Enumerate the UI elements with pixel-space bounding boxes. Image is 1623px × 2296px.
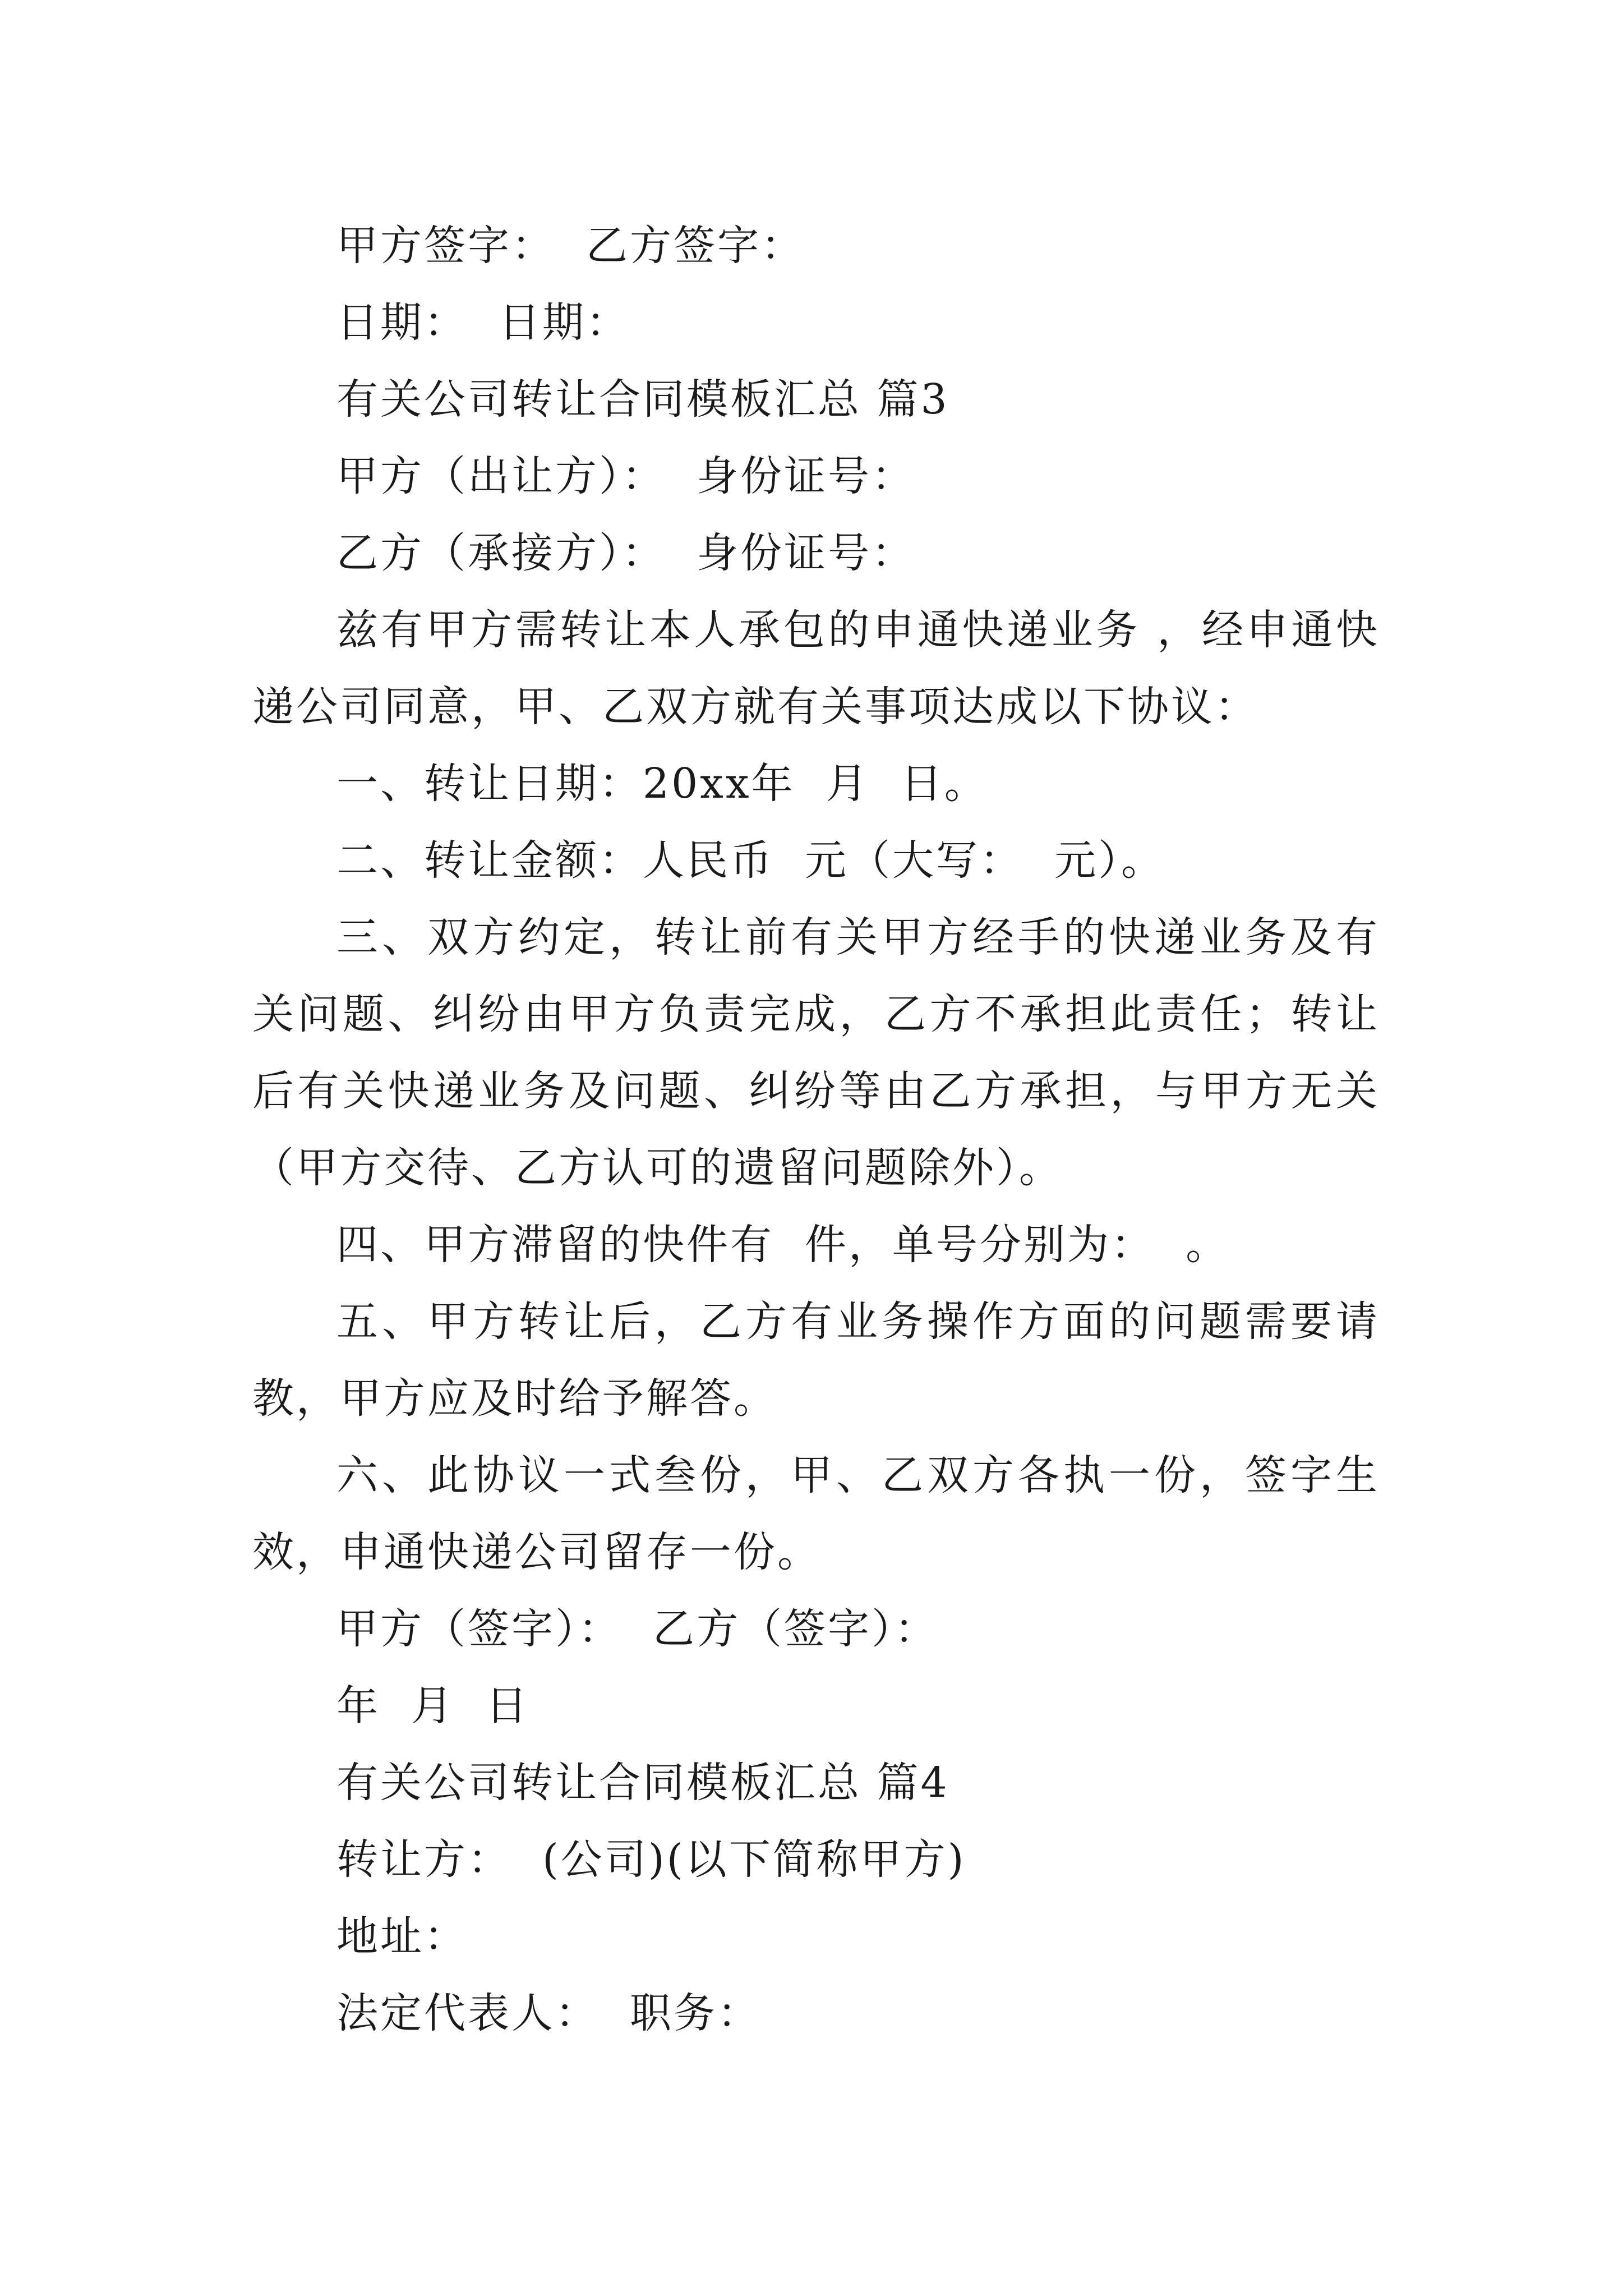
clause-5-support: 五、甲方转让后，乙方有业务操作方面的问题需要请教，甲方应及时给予解答。 [252, 1297, 1380, 1423]
date-line: 日期： 日期： [336, 298, 630, 347]
clause-3-responsibility: 三、双方约定，转让前有关甲方经手的快递业务及有关问题、纠纷由甲方负责完成，乙方不承担此责任；转让后有关快递业务及问题、纠纷等由乙方承担，与甲方无关（甲方交待、乙方认可的遗留问题除外）。 [252, 913, 1380, 1192]
clause-2-transfer-amount: 二、转让金额：人民币 元（大写： 元）。 [336, 836, 1165, 885]
clause-1-transfer-date: 一、转让日期：20xx年 月 日。 [336, 760, 988, 808]
transferor-line: 转让方： (公司)(以下简称甲方) [336, 1835, 966, 1884]
agreement-intro-paragraph: 兹有甲方需转让本人承包的申通快递业务 ，经申通快递公司同意，甲、乙双方就有关事项达成以下协议： [252, 606, 1380, 731]
party-a-signature-line: 甲方签字： 乙方签字： [336, 222, 805, 270]
party-a-transferor-line: 甲方（出让方）： 身份证号： [336, 452, 916, 500]
clause-6-copies: 六、此协议一式叁份，甲、乙双方各执一份，签字生效，申通快递公司留存一份。 [252, 1451, 1380, 1576]
section-heading-4: 有关公司转让合同模板汇总 篇4 [336, 1759, 949, 1807]
signature-date-line: 年 月 日 [336, 1682, 530, 1730]
signature-line: 甲方（签字）： 乙方（签字）： [336, 1605, 939, 1653]
section-heading-3: 有关公司转让合同模板汇总 篇3 [336, 375, 949, 424]
document-body [252, 208, 1380, 2052]
address-line: 地址： [336, 1912, 468, 1961]
clause-4-pending-parcels: 四、甲方滞留的快件有 件，单号分别为： 。 [336, 1221, 1230, 1269]
party-b-transferee-line: 乙方（承接方）： 身份证号： [336, 529, 916, 577]
legal-representative-line: 法定代表人： 职务： [336, 1989, 762, 2037]
